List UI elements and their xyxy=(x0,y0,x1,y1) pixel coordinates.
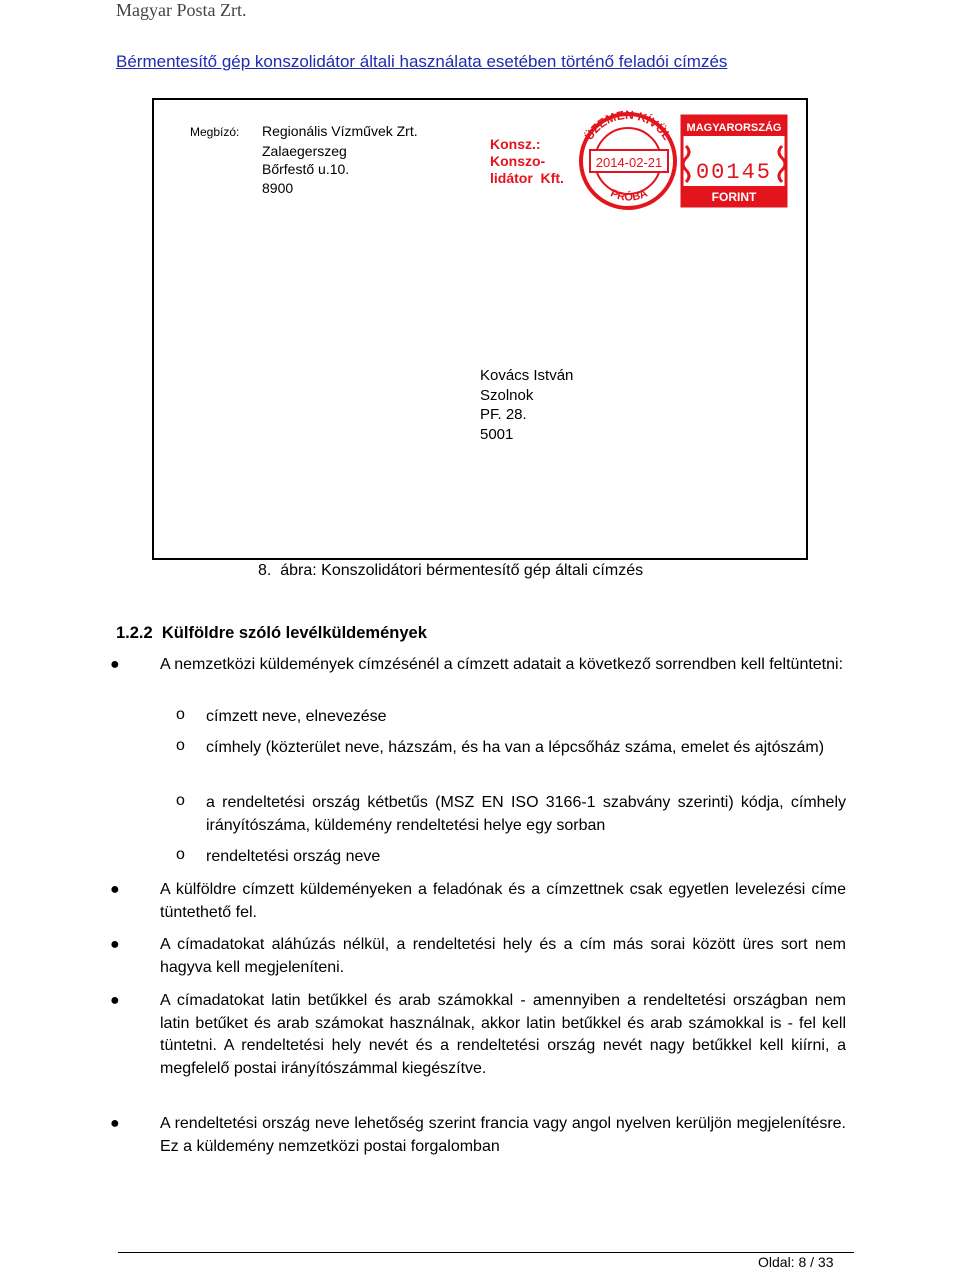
sub-item-text: a rendeltetési ország kétbetűs (MSZ EN ISO 3166-1 szabvány szerinti) kódja, címhely irányítószáma, küldemény rendeltetési helye egy sorban xyxy=(206,794,846,834)
stamp-bottom-arc: PRÓBA xyxy=(608,187,650,204)
recipient-line: Szolnok xyxy=(480,386,534,404)
sender-block xyxy=(190,122,418,197)
subsection-number: 1.2.2 xyxy=(116,624,153,642)
recipient-line: 5001 xyxy=(480,425,514,443)
circle-bullet-icon: o xyxy=(176,846,185,863)
franking-stamp xyxy=(576,106,792,210)
sender-label: Megbízó: xyxy=(190,125,240,139)
sub-item-text: címzett neve, elnevezése xyxy=(206,708,387,725)
stamp-date: 2014-02-21 xyxy=(595,155,663,170)
bullet-text: A címadatokat aláhúzás nélkül, a rendeltetési hely és a cím más sorai között üres sort nem hagyva kell megjeleníteni. xyxy=(160,936,846,976)
circle-bullet-icon: o xyxy=(176,792,185,809)
subsection-title: Külföldre szóló levélküldemények xyxy=(161,624,427,642)
bullet-text: A rendeltetési ország neve lehetőség szerint francia vagy angol nyelven kerüljön megjelenítésre. Ez a küldemény nemzetközi postai forgalomban xyxy=(160,1115,846,1155)
circle-bullet-icon: o xyxy=(176,706,185,723)
recipient-line: Kovács István xyxy=(480,367,574,384)
recipient-line: PF. 28. xyxy=(480,406,527,423)
consolidator-line: Konszo- xyxy=(490,153,546,169)
subsection-heading xyxy=(116,624,427,643)
bullet-icon: ● xyxy=(110,1115,120,1132)
bullet-text: A címadatokat latin betűkkel és arab számokkal - amennyiben a rendeltetési országban nem latin betűket és arab számokat használnak, akkor latin betűkkel és arab számokkal is - fel kell tüntetni. A rendeltetési hely nevét és a rendeltetési ország nevét nagy betűkkel kell kiírni, a megfelelő postai irányítószámmal kiegészítve. xyxy=(160,992,846,1077)
bullet-icon: ● xyxy=(110,936,120,953)
consolidator-line: Konsz.: xyxy=(490,136,541,152)
footer-divider xyxy=(118,1252,854,1253)
bullet-icon: ● xyxy=(110,992,120,1009)
sub-item-text: rendeltetési ország neve xyxy=(206,848,381,865)
sub-item-text: címhely (közterület neve, házszám, és ha van a lépcsőház száma, emelet és ajtószám) xyxy=(206,739,825,756)
company-name: Magyar Posta Zrt. xyxy=(116,0,247,20)
bullet-icon: ● xyxy=(110,881,120,898)
stamp-top-arc: ÜZEMEN KÍVÜL xyxy=(581,107,675,143)
recipient-block xyxy=(480,366,573,444)
bullet-icon: ● xyxy=(110,656,120,673)
section-title: Bérmentesítő gép konszolidátor általi használata esetében történő feladói címzés xyxy=(116,52,728,71)
stamp-country: MAGYARORSZÁG xyxy=(686,122,782,134)
bullet-text: A nemzetközi küldemények címzésénél a címzett adatait a következő sorrendben kell feltüntetni: xyxy=(160,656,844,673)
sender-line: 8900 xyxy=(262,179,294,196)
bullet-text: A külföldre címzett küldeményeken a feladónak és a címzettnek csak egyetlen levelezési címe tüntethető fel. xyxy=(160,881,846,921)
circle-bullet-icon: o xyxy=(176,737,185,754)
stamp-amount: 00145 xyxy=(695,160,773,185)
sender-line: Bőrfestő u.10. xyxy=(262,161,350,177)
stamp-currency: FORINT xyxy=(711,190,757,204)
figure-caption: 8. ábra: Konszolidátori bérmentesítő gép általi címzés xyxy=(258,562,644,579)
page-number: Oldal: 8 / 33 xyxy=(758,1254,834,1270)
sender-line: Zalaegerszeg xyxy=(262,142,347,159)
sender-line: Regionális Vízművek Zrt. xyxy=(262,123,418,139)
consolidator-line: lidátor Kft. xyxy=(490,170,564,186)
consolidator-block xyxy=(490,136,564,187)
